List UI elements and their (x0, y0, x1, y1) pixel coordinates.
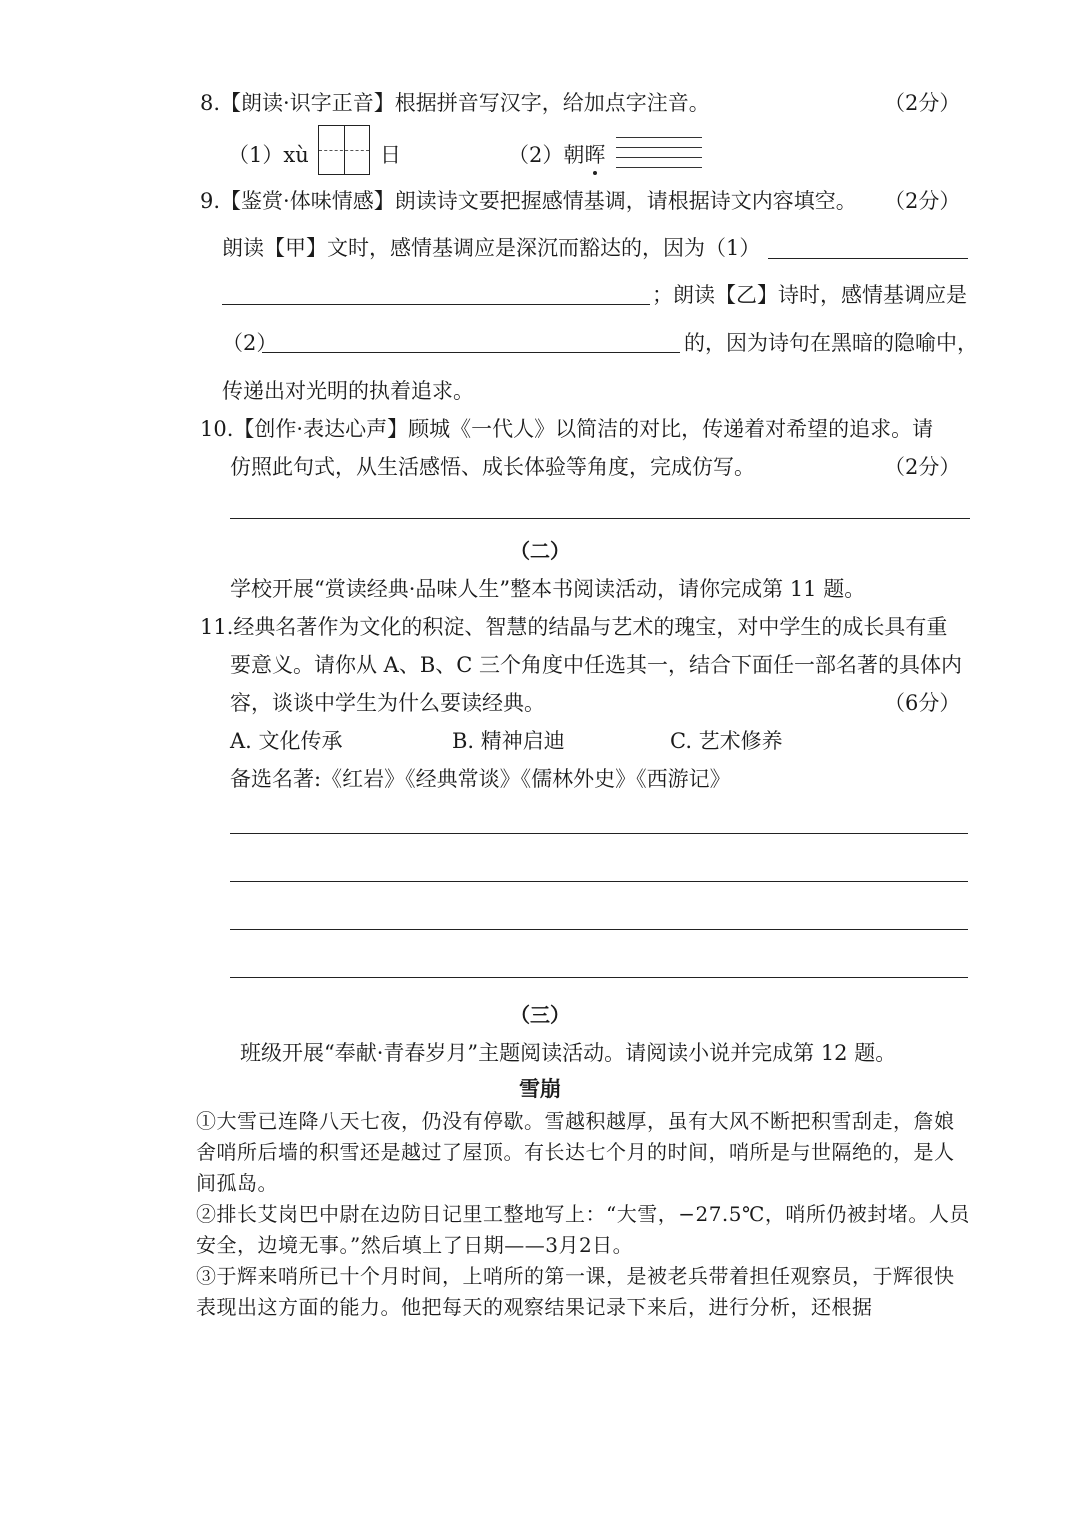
q8-part1-label: （1）xù (228, 143, 309, 167)
q11-option-a: A. 文化传承 (230, 729, 343, 753)
story-paragraph-3: ③于辉来哨所已十个月时间，上哨所的第一课，是被老兵带着担任观察员，于辉很快表现出这方面的能力。他把每天的观察结果记录下来后，进行分析，还根据 (196, 1264, 955, 1319)
q9-score: （2分） (884, 189, 961, 213)
section3-intro: 班级开展“奉献·青春岁月”主题阅读活动。请阅读小说并完成第 12 题。 (240, 1041, 897, 1065)
q11-line2: 要意义。请你从 A、B、C 三个角度中任选其一，结合下面任一部名著的具体内 (230, 653, 963, 677)
story-paragraph-2: ②排长艾岗巴中尉在边防日记里工整地写上：“大雪，−27.5℃，哨所仍被封堵。人员安全，边境无事。”然后填上了日期——3月2日。 (196, 1202, 970, 1257)
q8-text: 8.【朗读·识字正音】根据拼音写汉字，给加点字注音。 (200, 91, 710, 115)
section2-intro: 学校开展“赏读经典·品味人生”整本书阅读活动，请你完成第 11 题。 (230, 577, 866, 601)
character-writing-box[interactable] (318, 125, 370, 175)
q8-part2-dotted-char: 晖 (584, 140, 605, 170)
q9-line3-prefix: （2） (222, 331, 278, 355)
q9-line2: ；朗读【乙】诗时，感情基调应是 (652, 283, 967, 307)
q8-score: （2分） (884, 91, 961, 115)
q9-text: 9.【鉴赏·体味情感】朗读诗文要把握感情基调，请根据诗文内容填空。 (200, 189, 857, 213)
q9-line4: 传递出对光明的执着追求。 (222, 379, 474, 403)
q10-score: （2分） (884, 455, 961, 479)
pinyin-line-1 (616, 137, 702, 138)
q11-answer-line-2[interactable] (230, 881, 968, 882)
q10-line1: 10.【创作·表达心声】顾城《一代人》以简洁的对比，传递着对希望的追求。请 (200, 417, 934, 441)
q11-answer-line-1[interactable] (230, 833, 968, 834)
q9-line1: 朗读【甲】文时，感情基调应是深沉而豁达的，因为（1） (222, 236, 761, 260)
q10-line2: 仿照此句式，从生活感悟、成长体验等角度，完成仿写。 (230, 455, 755, 479)
story-title: 雪崩 (519, 1076, 561, 1101)
q11-answer-line-3[interactable] (230, 929, 968, 930)
q8-part1-after: 日 (380, 143, 401, 167)
q10-answer-line[interactable] (230, 518, 970, 519)
q11-line3: 容，谈谈中学生为什么要读经典。 (230, 691, 545, 715)
q11-line1: 11.经典名著作为文化的积淀、智慧的结晶与艺术的瑰宝，对中学生的成长具有重 (200, 615, 948, 639)
pinyin-line-3 (616, 157, 702, 158)
story-paragraph-1: ①大雪已连降八天七夜，仍没有停歇。雪越积越厚，虽有大风不断把积雪刮走，詹娘舍哨所后墙的积雪还是越过了屋顶。有长达七个月的时间，哨所是与世隔绝的，是人间孤岛。 (196, 1109, 955, 1195)
section2-heading: （二） (510, 539, 570, 563)
q11-option-c: C. 艺术修养 (670, 729, 783, 753)
pinyin-line-2 (616, 147, 702, 148)
q11-books: 备选名著:《红岩》《经典常谈》《儒林外史》《西游记》 (230, 767, 731, 791)
q11-answer-line-4[interactable] (230, 977, 968, 978)
box-horizontal-guide (319, 150, 369, 151)
q8-part2-label: （2）朝 (508, 143, 585, 167)
q9-blank-1b[interactable] (222, 304, 650, 305)
q9-line3-suffix: 的，因为诗句在黑暗的隐喻中， (684, 331, 978, 355)
pinyin-line-4[interactable] (616, 167, 702, 168)
q9-blank-1a[interactable] (768, 258, 968, 259)
q9-blank-2[interactable] (262, 352, 680, 353)
section3-heading: （三） (510, 1003, 570, 1027)
q11-option-b: B. 精神启迪 (452, 729, 565, 753)
q11-score: （6分） (884, 691, 961, 715)
